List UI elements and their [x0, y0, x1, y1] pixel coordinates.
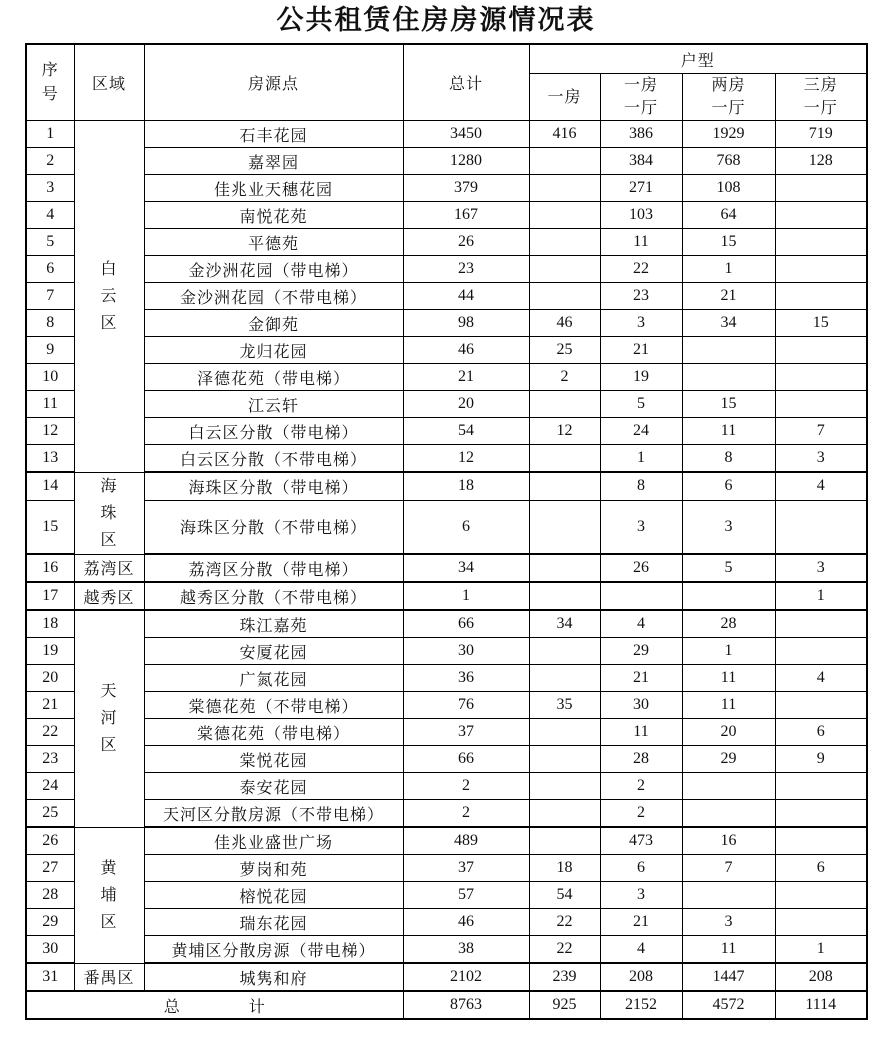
row-number-cell: 30	[26, 936, 74, 964]
table-row	[26, 364, 867, 391]
one-room-one-hall-cell: 208	[600, 963, 682, 991]
region-label: 海珠区	[100, 477, 118, 549]
three-room-one-hall-cell	[775, 283, 867, 310]
three-room-one-hall-cell: 4	[775, 472, 867, 500]
site-cell: 荔湾区分散（带电梯）	[144, 554, 403, 582]
region-cell	[74, 554, 144, 582]
three-room-one-hall-cell	[775, 692, 867, 719]
table-row	[26, 692, 867, 719]
one-room-one-hall-cell: 4	[600, 936, 682, 964]
two-room-one-hall-cell: 3	[682, 500, 775, 554]
one-room-cell	[529, 229, 600, 256]
row-number-cell: 18	[26, 610, 74, 638]
three-room-one-hall-cell: 208	[775, 963, 867, 991]
table-row	[26, 148, 867, 175]
three-room-one-hall-cell: 1	[775, 582, 867, 610]
table-row	[26, 936, 867, 964]
site-cell: 珠江嘉苑	[144, 610, 403, 638]
two-room-one-hall-cell	[682, 800, 775, 828]
region-cell	[74, 827, 144, 963]
one-room-cell	[529, 582, 600, 610]
one-room-cell	[529, 283, 600, 310]
row-number-cell: 25	[26, 800, 74, 828]
site-cell: 黄埔区分散房源（带电梯）	[144, 936, 403, 964]
site-cell: 佳兆业天穗花园	[144, 175, 403, 202]
row-number-cell: 17	[26, 582, 74, 610]
one-room-one-hall-cell: 29	[600, 638, 682, 665]
table-footer	[26, 991, 867, 1019]
row-number-cell: 20	[26, 665, 74, 692]
one-room-one-hall-cell: 3	[600, 500, 682, 554]
two-room-one-hall-cell	[682, 337, 775, 364]
three-room-one-hall-cell	[775, 229, 867, 256]
two-room-one-hall-cell: 16	[682, 827, 775, 855]
site-cell: 白云区分散（带电梯）	[144, 418, 403, 445]
col-header-one-room-one-hall: 一房一厅	[600, 74, 682, 121]
one-room-cell	[529, 472, 600, 500]
two-room-one-hall-cell: 1929	[682, 121, 775, 148]
region-cell	[74, 610, 144, 827]
three-room-one-hall-cell	[775, 337, 867, 364]
col-header-three-room-one-hall: 三房一厅	[775, 74, 867, 121]
three-room-one-hall-cell	[775, 800, 867, 828]
total-cell: 379	[403, 175, 529, 202]
total-cell: 38	[403, 936, 529, 964]
region-cell	[74, 582, 144, 610]
site-cell: 广氮花园	[144, 665, 403, 692]
site-cell: 南悦花苑	[144, 202, 403, 229]
one-room-one-hall-cell: 3	[600, 310, 682, 337]
site-cell: 瑞东花园	[144, 909, 403, 936]
total-cell: 57	[403, 882, 529, 909]
three-room-one-hall-cell: 6	[775, 855, 867, 882]
row-number-cell: 21	[26, 692, 74, 719]
two-room-one-hall-cell: 108	[682, 175, 775, 202]
one-room-cell: 22	[529, 909, 600, 936]
two-room-one-hall-cell	[682, 882, 775, 909]
row-number-cell: 5	[26, 229, 74, 256]
total-cell: 1	[403, 582, 529, 610]
table-row	[26, 554, 867, 582]
total-cell: 54	[403, 418, 529, 445]
table-row	[26, 121, 867, 148]
total-cell: 66	[403, 746, 529, 773]
site-cell: 金御苑	[144, 310, 403, 337]
one-room-cell	[529, 773, 600, 800]
table-row	[26, 909, 867, 936]
three-room-one-hall-cell	[775, 610, 867, 638]
one-room-one-hall-cell: 8	[600, 472, 682, 500]
one-room-cell: 25	[529, 337, 600, 364]
two-room-one-hall-cell: 11	[682, 692, 775, 719]
one-room-one-hall-cell: 21	[600, 337, 682, 364]
one-room-cell: 34	[529, 610, 600, 638]
two-room-one-hall-cell: 15	[682, 391, 775, 418]
one-room-one-hall-cell: 30	[600, 692, 682, 719]
site-cell: 泰安花园	[144, 773, 403, 800]
row-number-cell: 3	[26, 175, 74, 202]
three-room-one-hall-cell: 1	[775, 936, 867, 964]
three-room-one-hall-cell	[775, 773, 867, 800]
one-room-one-hall-cell: 21	[600, 665, 682, 692]
row-number-cell: 31	[26, 963, 74, 991]
three-room-one-hall-cell: 4	[775, 665, 867, 692]
one-room-cell	[529, 148, 600, 175]
site-cell: 平德苑	[144, 229, 403, 256]
region-label: 荔湾区	[83, 561, 135, 579]
table-body	[26, 121, 867, 992]
total-cell: 18	[403, 472, 529, 500]
table-row	[26, 472, 867, 500]
one-room-one-hall-cell: 11	[600, 719, 682, 746]
one-room-cell: 2	[529, 364, 600, 391]
two-room-one-hall-cell	[682, 364, 775, 391]
row-number-cell: 13	[26, 445, 74, 473]
three-room-one-hall-cell: 15	[775, 310, 867, 337]
two-room-one-hall-cell: 15	[682, 229, 775, 256]
row-number-cell: 14	[26, 472, 74, 500]
two-room-one-hall-cell: 3	[682, 909, 775, 936]
one-room-one-hall-cell: 23	[600, 283, 682, 310]
row-number-cell: 2	[26, 148, 74, 175]
total-cell: 46	[403, 909, 529, 936]
total-cell: 66	[403, 610, 529, 638]
table-row	[26, 963, 867, 991]
region-label: 白云区	[100, 260, 118, 332]
one-room-one-hall-cell: 6	[600, 855, 682, 882]
grand-total-row	[26, 991, 867, 1019]
one-room-one-hall-cell: 4	[600, 610, 682, 638]
two-room-one-hall-cell: 8	[682, 445, 775, 473]
row-number-cell: 27	[26, 855, 74, 882]
site-cell: 萝岗和苑	[144, 855, 403, 882]
row-number-cell: 7	[26, 283, 74, 310]
row-number-cell: 29	[26, 909, 74, 936]
header-row-top	[26, 44, 867, 74]
table-row	[26, 773, 867, 800]
total-cell: 489	[403, 827, 529, 855]
site-cell: 海珠区分散（带电梯）	[144, 472, 403, 500]
site-cell: 榕悦花园	[144, 882, 403, 909]
grand-total-one-room-one-hall-cell: 2152	[600, 991, 682, 1019]
table-row	[26, 582, 867, 610]
table-row	[26, 283, 867, 310]
one-room-cell: 46	[529, 310, 600, 337]
one-room-one-hall-cell: 386	[600, 121, 682, 148]
row-number-cell: 10	[26, 364, 74, 391]
table-row	[26, 337, 867, 364]
total-cell: 21	[403, 364, 529, 391]
two-room-one-hall-cell: 7	[682, 855, 775, 882]
site-cell: 海珠区分散（不带电梯）	[144, 500, 403, 554]
site-cell: 越秀区分散（不带电梯）	[144, 582, 403, 610]
three-room-one-hall-cell	[775, 909, 867, 936]
one-room-one-hall-cell: 21	[600, 909, 682, 936]
table-row	[26, 746, 867, 773]
three-room-one-hall-cell: 9	[775, 746, 867, 773]
site-cell: 龙归花园	[144, 337, 403, 364]
region-label: 天河区	[100, 683, 118, 755]
table-row	[26, 229, 867, 256]
table-row	[26, 800, 867, 828]
one-room-cell: 416	[529, 121, 600, 148]
site-cell: 棠德花苑（带电梯）	[144, 719, 403, 746]
one-room-one-hall-cell: 2	[600, 773, 682, 800]
page-title: 公共租赁住房房源情况表	[276, 5, 596, 35]
two-room-one-hall-cell: 34	[682, 310, 775, 337]
row-number-cell: 23	[26, 746, 74, 773]
total-cell: 3450	[403, 121, 529, 148]
col-header-region: 区域	[74, 44, 144, 121]
two-room-one-hall-cell: 20	[682, 719, 775, 746]
one-room-cell	[529, 554, 600, 582]
grand-total-label: 总 计	[26, 991, 403, 1019]
one-room-cell: 22	[529, 936, 600, 964]
one-room-one-hall-cell: 103	[600, 202, 682, 229]
total-cell: 26	[403, 229, 529, 256]
one-room-one-hall-cell: 22	[600, 256, 682, 283]
row-number-cell: 15	[26, 500, 74, 554]
two-room-one-hall-cell: 768	[682, 148, 775, 175]
two-room-one-hall-cell: 11	[682, 936, 775, 964]
two-room-one-hall-cell: 21	[682, 283, 775, 310]
one-room-one-hall-cell: 1	[600, 445, 682, 473]
three-room-one-hall-cell	[775, 500, 867, 554]
one-room-cell	[529, 500, 600, 554]
site-cell: 泽德花苑（带电梯）	[144, 364, 403, 391]
col-header-two-room-one-hall: 两房一厅	[682, 74, 775, 121]
region-label: 番禺区	[83, 970, 135, 988]
two-room-one-hall-cell	[682, 773, 775, 800]
two-room-one-hall-cell: 1447	[682, 963, 775, 991]
site-cell: 金沙洲花园（带电梯）	[144, 256, 403, 283]
region-cell	[74, 121, 144, 473]
total-cell: 12	[403, 445, 529, 473]
one-room-one-hall-cell: 26	[600, 554, 682, 582]
one-room-one-hall-cell: 384	[600, 148, 682, 175]
three-room-one-hall-cell	[775, 256, 867, 283]
two-room-one-hall-cell: 1	[682, 256, 775, 283]
table-header	[26, 44, 867, 121]
one-room-cell: 54	[529, 882, 600, 909]
site-cell: 城隽和府	[144, 963, 403, 991]
row-number-cell: 28	[26, 882, 74, 909]
site-cell: 安厦花园	[144, 638, 403, 665]
col-header-total: 总计	[403, 44, 529, 121]
total-cell: 30	[403, 638, 529, 665]
one-room-cell	[529, 827, 600, 855]
total-cell: 98	[403, 310, 529, 337]
total-cell: 1280	[403, 148, 529, 175]
one-room-cell: 35	[529, 692, 600, 719]
total-cell: 44	[403, 283, 529, 310]
table-row	[26, 310, 867, 337]
table-row	[26, 827, 867, 855]
site-cell: 江云轩	[144, 391, 403, 418]
region-cell	[74, 963, 144, 991]
row-number-cell: 1	[26, 121, 74, 148]
row-number-cell: 12	[26, 418, 74, 445]
row-number-cell: 16	[26, 554, 74, 582]
three-room-one-hall-cell: 128	[775, 148, 867, 175]
table-row	[26, 445, 867, 473]
table-row	[26, 665, 867, 692]
two-room-one-hall-cell: 29	[682, 746, 775, 773]
row-number-cell: 6	[26, 256, 74, 283]
one-room-one-hall-cell: 473	[600, 827, 682, 855]
total-cell: 2102	[403, 963, 529, 991]
row-number-cell: 24	[26, 773, 74, 800]
one-room-cell: 18	[529, 855, 600, 882]
total-cell: 167	[403, 202, 529, 229]
one-room-cell	[529, 746, 600, 773]
three-room-one-hall-cell	[775, 827, 867, 855]
site-cell: 白云区分散（不带电梯）	[144, 445, 403, 473]
two-room-one-hall-cell: 11	[682, 665, 775, 692]
row-number-cell: 26	[26, 827, 74, 855]
one-room-one-hall-cell: 2	[600, 800, 682, 828]
three-room-one-hall-cell	[775, 391, 867, 418]
one-room-cell	[529, 202, 600, 229]
region-label: 越秀区	[83, 589, 135, 607]
three-room-one-hall-cell: 6	[775, 719, 867, 746]
site-cell: 天河区分散房源（不带电梯）	[144, 800, 403, 828]
col-header-one-room: 一房	[529, 74, 600, 121]
total-cell: 36	[403, 665, 529, 692]
table-row	[26, 719, 867, 746]
row-number-cell: 22	[26, 719, 74, 746]
grand-total-one-room-cell: 925	[529, 991, 600, 1019]
one-room-one-hall-cell: 19	[600, 364, 682, 391]
row-number-cell: 4	[26, 202, 74, 229]
three-room-one-hall-cell	[775, 638, 867, 665]
three-room-one-hall-cell	[775, 202, 867, 229]
col-header-unit-type: 户型	[529, 44, 867, 74]
one-room-one-hall-cell: 11	[600, 229, 682, 256]
total-cell: 34	[403, 554, 529, 582]
site-cell: 棠德花苑（不带电梯）	[144, 692, 403, 719]
row-number-cell: 19	[26, 638, 74, 665]
total-cell: 20	[403, 391, 529, 418]
region-cell	[74, 472, 144, 554]
one-room-cell	[529, 800, 600, 828]
housing-table	[25, 43, 868, 1020]
two-room-one-hall-cell: 1	[682, 638, 775, 665]
one-room-cell	[529, 175, 600, 202]
three-room-one-hall-cell: 7	[775, 418, 867, 445]
site-cell: 石丰花园	[144, 121, 403, 148]
table-row	[26, 638, 867, 665]
table-row	[26, 855, 867, 882]
site-cell: 佳兆业盛世广场	[144, 827, 403, 855]
grand-total-two-room-one-hall-cell: 4572	[682, 991, 775, 1019]
three-room-one-hall-cell: 3	[775, 445, 867, 473]
row-number-cell: 9	[26, 337, 74, 364]
two-room-one-hall-cell: 64	[682, 202, 775, 229]
one-room-cell: 12	[529, 418, 600, 445]
two-room-one-hall-cell: 11	[682, 418, 775, 445]
one-room-cell	[529, 445, 600, 473]
site-cell: 棠悦花园	[144, 746, 403, 773]
one-room-one-hall-cell: 28	[600, 746, 682, 773]
one-room-cell: 239	[529, 963, 600, 991]
row-number-cell: 11	[26, 391, 74, 418]
total-cell: 2	[403, 800, 529, 828]
total-cell: 6	[403, 500, 529, 554]
table-row	[26, 256, 867, 283]
table-row	[26, 418, 867, 445]
table-row	[26, 175, 867, 202]
table-row	[26, 882, 867, 909]
three-room-one-hall-cell	[775, 175, 867, 202]
one-room-cell	[529, 719, 600, 746]
one-room-cell	[529, 638, 600, 665]
one-room-one-hall-cell	[600, 582, 682, 610]
table-row	[26, 500, 867, 554]
one-room-one-hall-cell: 24	[600, 418, 682, 445]
total-cell: 37	[403, 719, 529, 746]
two-room-one-hall-cell: 28	[682, 610, 775, 638]
one-room-cell	[529, 256, 600, 283]
col-header-number: 序号	[26, 44, 74, 121]
grand-total-cell: 8763	[403, 991, 529, 1019]
row-number-cell: 8	[26, 310, 74, 337]
one-room-one-hall-cell: 3	[600, 882, 682, 909]
three-room-one-hall-cell	[775, 882, 867, 909]
one-room-one-hall-cell: 271	[600, 175, 682, 202]
region-label: 黄埔区	[100, 859, 118, 931]
table-row	[26, 202, 867, 229]
table-row	[26, 391, 867, 418]
total-cell: 23	[403, 256, 529, 283]
three-room-one-hall-cell: 719	[775, 121, 867, 148]
two-room-one-hall-cell: 5	[682, 554, 775, 582]
three-room-one-hall-cell: 3	[775, 554, 867, 582]
total-cell: 2	[403, 773, 529, 800]
two-room-one-hall-cell	[682, 582, 775, 610]
site-cell: 金沙洲花园（不带电梯）	[144, 283, 403, 310]
total-cell: 37	[403, 855, 529, 882]
three-room-one-hall-cell	[775, 364, 867, 391]
table-row	[26, 610, 867, 638]
total-cell: 46	[403, 337, 529, 364]
two-room-one-hall-cell: 6	[682, 472, 775, 500]
one-room-one-hall-cell: 5	[600, 391, 682, 418]
site-cell: 嘉翠园	[144, 148, 403, 175]
col-header-site: 房源点	[144, 44, 403, 121]
grand-total-three-room-one-hall-cell: 1114	[775, 991, 867, 1019]
one-room-cell	[529, 391, 600, 418]
total-cell: 76	[403, 692, 529, 719]
one-room-cell	[529, 665, 600, 692]
